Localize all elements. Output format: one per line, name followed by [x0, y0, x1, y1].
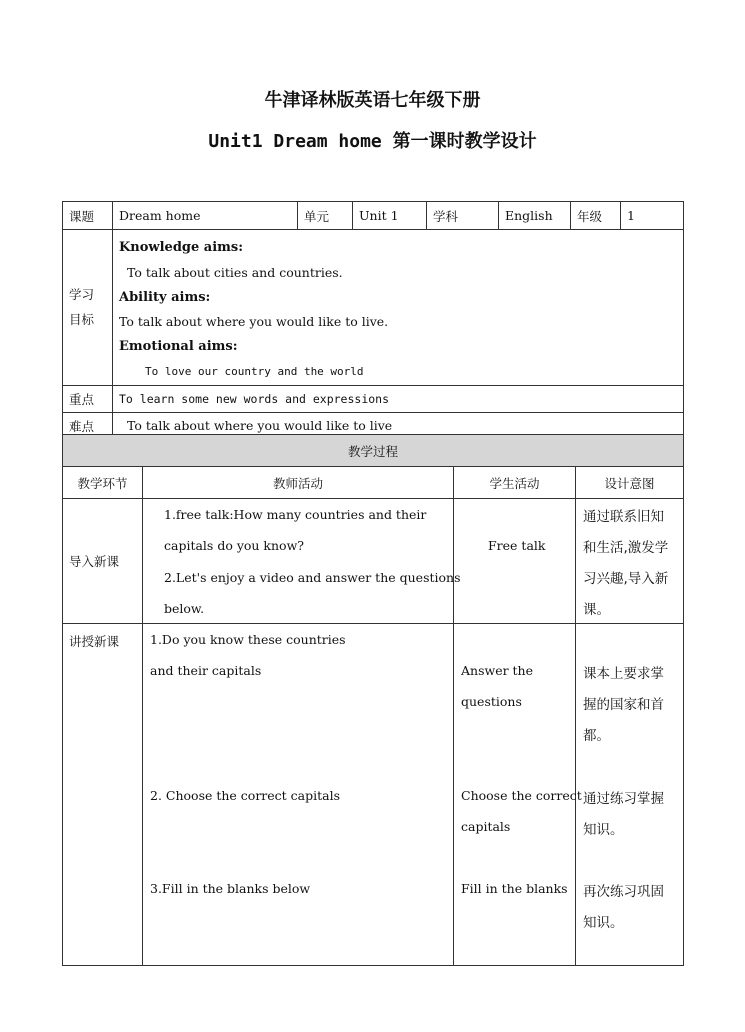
- unit-value: Unit 1: [353, 202, 427, 230]
- topic-label: 课题: [63, 202, 113, 230]
- intro-student: Free talk: [454, 499, 576, 624]
- header-intent: 设计意图: [576, 467, 684, 499]
- subject-label: 学科: [427, 202, 499, 230]
- document-title: 牛津译林版英语七年级下册: [264, 90, 481, 111]
- intro-stage: 导入新课: [63, 499, 143, 624]
- teach-intent: 课本上要求掌 握的国家和首 都。 通过练习掌握 知识。 再次练习巩固 知识。: [576, 624, 684, 966]
- teach-teacher: 1.Do you know these countries and their capitals 2. Choose the correct capitals 3.Fill in the blanks below: [143, 624, 454, 966]
- grade-value: 1: [621, 202, 684, 230]
- topic-value: Dream home: [113, 202, 298, 230]
- ability-title: Ability aims:: [119, 289, 211, 305]
- table-row: [63, 499, 684, 624]
- knowledge-title: Knowledge aims:: [119, 240, 244, 255]
- table-row: [63, 624, 684, 966]
- subtitle-cn: 第一课时教学设计: [392, 131, 537, 152]
- teach-stage: 讲授新课: [69, 634, 120, 649]
- process-band: 教学过程: [63, 435, 684, 467]
- process-table: [62, 434, 684, 966]
- ability-text: To talk about where you would like to live.: [119, 314, 389, 330]
- knowledge-text: To talk about cities and countries.: [127, 264, 343, 280]
- subtitle-en: Unit1 Dream home: [208, 131, 393, 152]
- key-value: To learn some new words and expressions: [113, 385, 684, 412]
- intro-teacher: 1.free talk:How many countries and their capitals do you know? 2.Let's enjoy a video and answer the questions below.: [143, 499, 454, 624]
- intro-intent: 通过联系旧知 和生活,激发学 习兴趣,导入新 课。: [576, 499, 684, 624]
- teach-stage-cell: [63, 624, 143, 966]
- header-stage: 教学环节: [63, 467, 143, 499]
- aims-label: 学习目标: [69, 287, 95, 328]
- document-subtitle: [0, 127, 745, 153]
- header-teacher: 教师活动: [143, 467, 454, 499]
- header-student: 学生活动: [454, 467, 576, 499]
- unit-label: 单元: [298, 202, 353, 230]
- grade-label: 年级: [571, 202, 621, 230]
- aims-content: [119, 230, 683, 385]
- key-label: 重点: [63, 385, 113, 412]
- emotional-title: Emotional aims:: [119, 339, 238, 355]
- difficult-label: 难点: [63, 412, 113, 439]
- emotional-text: To love our country and the world: [145, 364, 364, 378]
- teach-student: Answer the questions Choose the correct capitals Fill in the blanks: [454, 624, 576, 966]
- difficult-value: To talk about where you would like to live: [113, 412, 684, 439]
- info-table: [62, 201, 684, 440]
- subject-value: English: [499, 202, 571, 230]
